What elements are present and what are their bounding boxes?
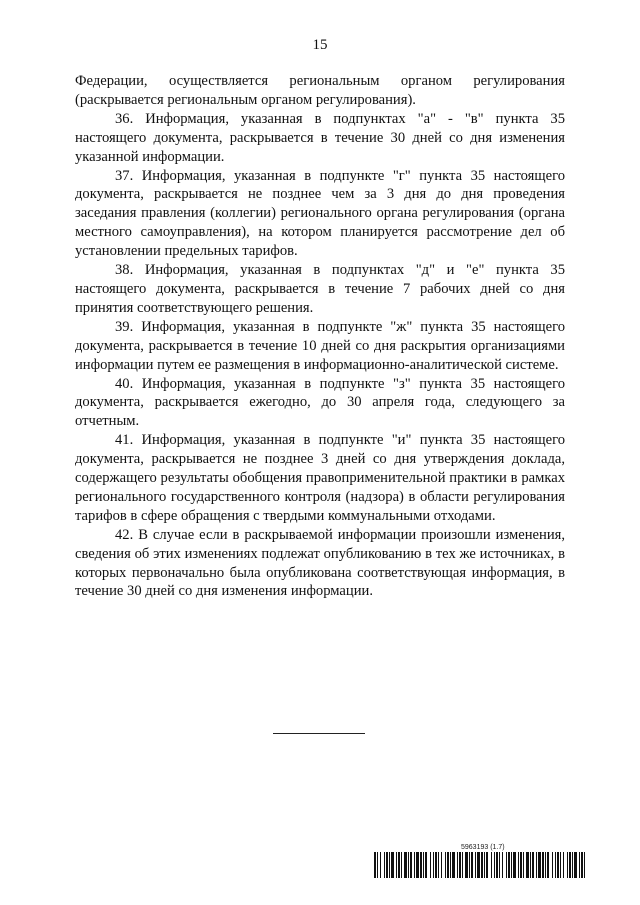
paragraph-38: 38. Информация, указанная в подпунктах "д" и "е" пункта 35 настоящего документа, раскрывается в течение 7 рабочих дней со дня принятия соответствующего решения.: [75, 262, 565, 316]
paragraph-39: 39. Информация, указанная в подпункте "ж" пункта 35 настоящего документа, раскрывается в течение 10 дней со дня раскрытия организациями информации путем ее размещения в информационно-аналитической системе.: [75, 318, 565, 373]
barcode-image: [374, 852, 585, 878]
paragraph-37: 37. Информация, указанная в подпункте "г" пункта 35 настоящего документа, раскрывается не позднее чем за 3 дня до дня проведения заседания правления (коллегии) регионального органа регулирования (органа местного самоуправления), на котором планируется рассмотрение дел об установлении предельных тарифов.: [75, 167, 565, 260]
end-rule: [273, 733, 365, 734]
paragraph-36: 36. Информация, указанная в подпунктах "а" - "в" пункта 35 настоящего документа, раскрывается в течение 30 дней со дня изменения указанной информации.: [75, 110, 565, 165]
paragraph-42: 42. В случае если в раскрываемой информации произошли изменения, сведения об этих изменениях подлежат опубликованию в тех же источниках, в которых первоначально была опубликована соответствующая информация, в течение 30 дней со дня изменения информации.: [75, 526, 565, 600]
paragraph-41: 41. Информация, указанная в подпункте "и" пункта 35 настоящего документа, раскрывается не позднее 3 дней со дня утверждения доклада, содержащего результаты обобщения правоприменительной практики в рамках регионального государственного контроля (надзора) в области регулирования тарифов в сфере обращения с твердыми коммунальными отходами.: [75, 432, 565, 524]
page-number: 15: [312, 37, 328, 53]
document-body: [75, 72, 565, 601]
paragraph-40: 40. Информация, указанная в подпункте "з" пункта 35 настоящего документа, раскрывается ежегодно, до 30 апреля года, следующего за отчетным.: [75, 375, 565, 430]
barcode-caption: 5963193 (1.7): [461, 844, 505, 851]
paragraph-continuation: Федерации, осуществляется региональным органом регулирования (раскрывается региональным органом регулирования).: [75, 73, 565, 108]
